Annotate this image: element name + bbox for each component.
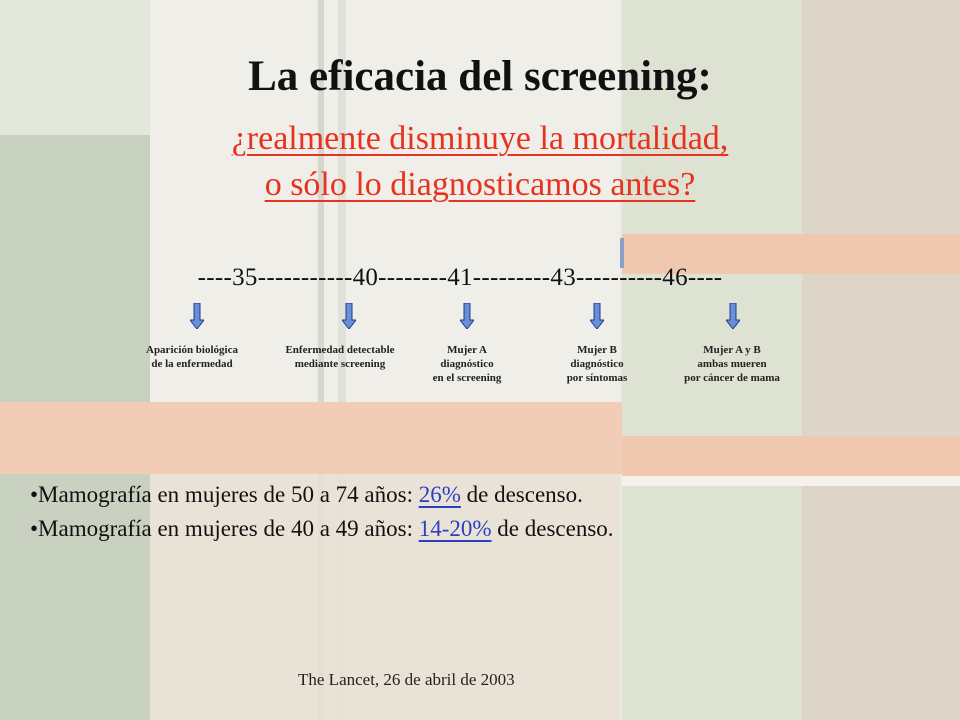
event-label-line: por cáncer de mama bbox=[684, 372, 780, 384]
bullet-list bbox=[30, 478, 930, 546]
event-label-line: ambas mueren bbox=[697, 358, 767, 370]
slide-title: La eficacia del screening: bbox=[248, 53, 712, 100]
event-label-line: Enfermedad detectable bbox=[285, 344, 395, 356]
reduction-percent: 26% bbox=[418, 482, 461, 507]
reduction-percent: 14-20% bbox=[418, 516, 492, 541]
event-label-line: en el screening bbox=[432, 372, 502, 384]
subtitle-line-1: ¿realmente disminuye la mortalidad, bbox=[231, 120, 729, 157]
bullet-item bbox=[30, 512, 930, 546]
source-citation: The Lancet, 26 de abril de 2003 bbox=[298, 670, 515, 689]
event-label-line: Mujer A y B bbox=[703, 344, 761, 356]
down-arrow-icon bbox=[726, 303, 740, 329]
down-arrow-icon bbox=[460, 303, 474, 329]
event-label-line: diagnóstico bbox=[570, 358, 624, 370]
event-label-line: diagnóstico bbox=[440, 358, 494, 370]
event-label-line: Mujer B bbox=[577, 344, 617, 356]
event-label-line: mediante screening bbox=[294, 358, 386, 370]
down-arrow-icon bbox=[590, 303, 604, 329]
event-label-line: Mujer A bbox=[447, 344, 487, 356]
down-arrow-icon bbox=[342, 303, 356, 329]
bullet-text: de descenso. bbox=[491, 516, 614, 541]
timeline-axis: ----35-----------40--------41---------43----------46---- bbox=[197, 264, 723, 291]
bullet-item bbox=[30, 478, 930, 512]
bullet-text: •Mamografía en mujeres de 50 a 74 años: bbox=[30, 482, 419, 507]
event-label-biological-onset bbox=[107, 343, 277, 371]
event-label-line: por síntomas bbox=[566, 372, 628, 384]
event-label-line: Aparición biológica bbox=[146, 344, 238, 356]
subtitle-line-2: o sólo lo diagnosticamos antes? bbox=[264, 166, 696, 203]
bullet-text: •Mamografía en mujeres de 40 a 49 años: bbox=[30, 516, 419, 541]
bullet-text: de descenso. bbox=[460, 482, 583, 507]
down-arrow-icon bbox=[190, 303, 204, 329]
event-label-both-die bbox=[647, 343, 817, 385]
event-label-line: de la enfermedad bbox=[151, 358, 233, 370]
